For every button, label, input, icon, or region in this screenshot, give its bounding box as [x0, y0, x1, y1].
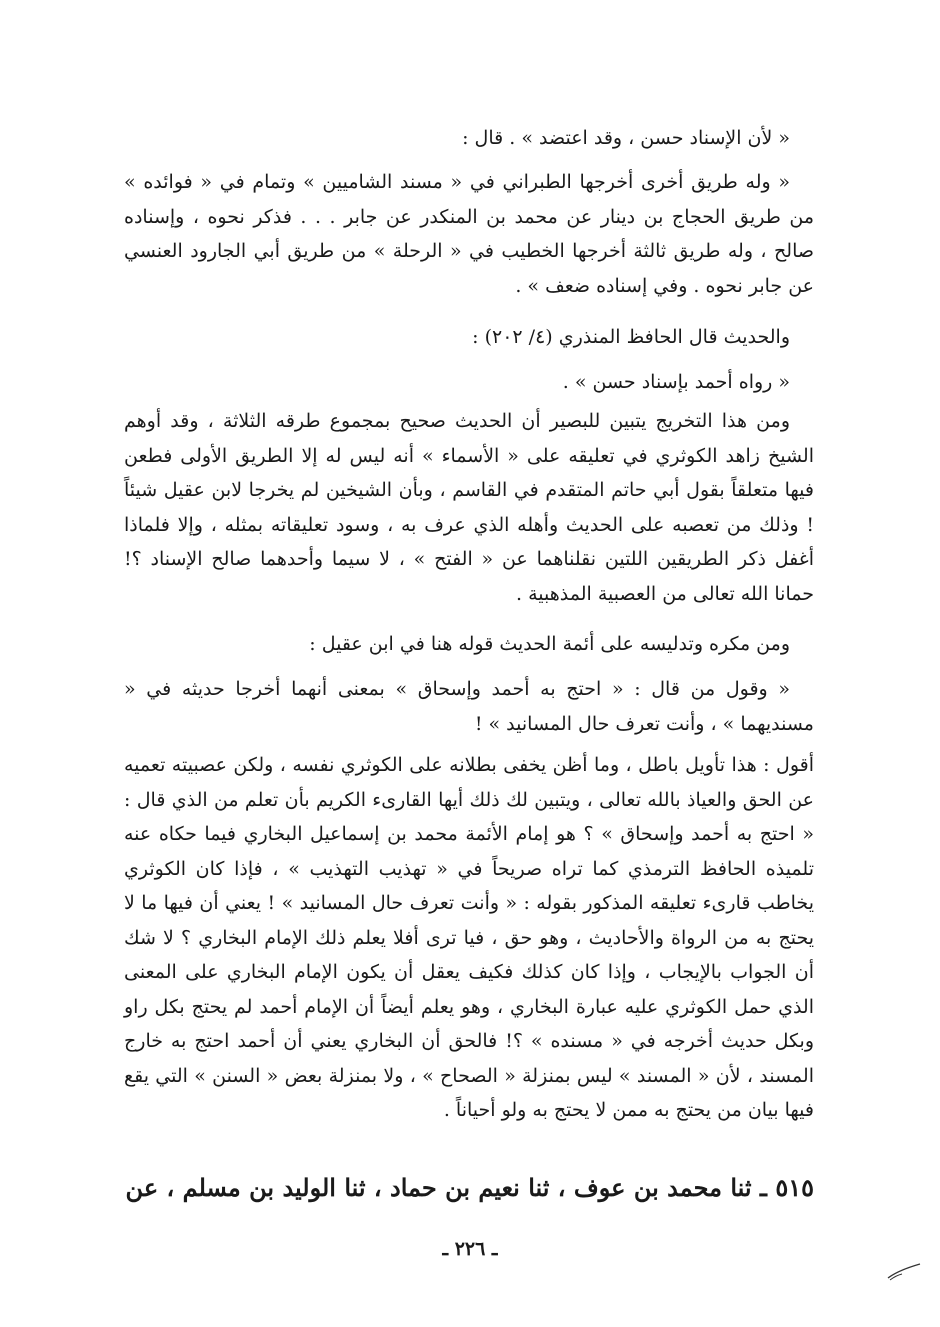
mundhiri-line [124, 320, 814, 355]
quote-block-turuq [124, 165, 814, 303]
paragraph-5: ومن هذا التخريج يتبين للبصير أن الحديث صحيح بمجموع طرقه الثلاثة ، وقد أوهم الشيخ زاهد الكوثري في تعليقه على « الأسماء » أنه ليس له إلا الطريق الأولى فطعن فيها متعلقاً بقول أبي حاتم المتقدم في القاسم ، وبأن الشيخين لم يخرجا لابن عقيل شيئاً ! وذلك من تعصبه على الحديث وأهله الذي عرف به ، وسود تعليقاته بمثله ، وإلا فلماذا أغفل ذكر الطريقين اللتين نقلناهما عن « الفتح » ، لا سيما وأحدهما صالح الإسناد ؟! حمانا الله تعالى من العصبية المذهبية . [124, 410, 814, 605]
paragraph-7: « وقول من قال : « احتج به أحمد وإسحاق » بمعنى أنهما أخرجا حديثه في « مسنديهما » ، وأنت تعرف حال المسانيد » ! [124, 678, 814, 735]
response-paragraph [124, 748, 814, 1128]
paragraph-1: « لأن الإسناد حسن ، وقد اعتضد » . قال : [462, 127, 790, 149]
kawthari-quote [124, 672, 814, 741]
hadith-515-heading: ٥١٥ ـ ثنا محمد بن عوف ، ثنا نعيم بن حماد ، ثنا الوليد بن مسلم ، عن [125, 1173, 814, 1202]
pen-mark-icon [886, 1260, 922, 1282]
paragraph-2: « وله طريق أخرى أخرجها الطبراني في « مسند الشاميين » وتمام في « فوائده » من طريق الحجاج بن دينار عن محمد بن المنكدر عن جابر . . . فذكر نحوه ، وإسناده صالح ، وله طريق ثالثة أخرجها الخطيب في « الرحلة » من طريق أبي الجارود العنسي عن جابر نحوه . وفي إسناده ضعف » . [124, 171, 814, 297]
makr-line [124, 627, 814, 662]
quote-line-isnad [124, 121, 814, 156]
paragraph-8: أقول : هذا تأويل باطل ، وما أظن يخفى بطلانه على الكوثري نفسه ، ولكن عصبيته تعميه عن الحق والعياذ بالله تعالى ، ويتبين لك ذلك أيها القارىء الكريم بأن تعلم من الذي قال : « احتج به أحمد وإسحاق » ؟ هو إمام الأئمة محمد بن إسماعيل البخاري فيما حكاه عنه تلميذه الحافظ الترمذي كما تراه صريحاً في « تهذيب التهذيب » ، فإذا كان الكوثري يخاطب قارىء تعليقه المذكور بقوله : « وأنت تعرف حال المسانيد » ! يعني أن فيها ما لا يحتج به من الرواة والأحاديث ، وهو حق ، فيا ترى أفلا يعلم ذلك الإمام البخاري ؟ لا شك أن الجواب بالإيجاب ، وإذا كان كذلك فكيف يعقل أن يكون الإمام البخاري على المعنى الذي حمل الكوثري عليه عبارة البخاري ، وهو يعلم أيضاً أن الإمام أحمد لم يحتج بكل راو وبكل حديث أخرجه في « مسنده » ؟! فالحق أن البخاري يعني أن أحمد احتج به خارج المسند ، لأن « المسند » ليس بمنزلة « الصحاح » ، ولا بمنزلة بعض « السنن » التي يقع فيها بيان من يحتج به ممن لا يحتج به ولو أحياناً . [124, 754, 814, 1121]
page-number: ـ ٢٢٦ ـ [442, 1238, 498, 1260]
paragraph-3: والحديث قال الحافظ المنذري (٤/ ٢٠٢) : [472, 326, 790, 348]
ahmad-quote-line [124, 365, 814, 400]
takhrij-paragraph [124, 404, 814, 611]
paragraph-6: ومن مكره وتدليسه على أئمة الحديث قوله هنا في ابن عقيل : [309, 633, 790, 655]
paragraph-4: « رواه أحمد بإسناد حسن » . [562, 371, 790, 393]
